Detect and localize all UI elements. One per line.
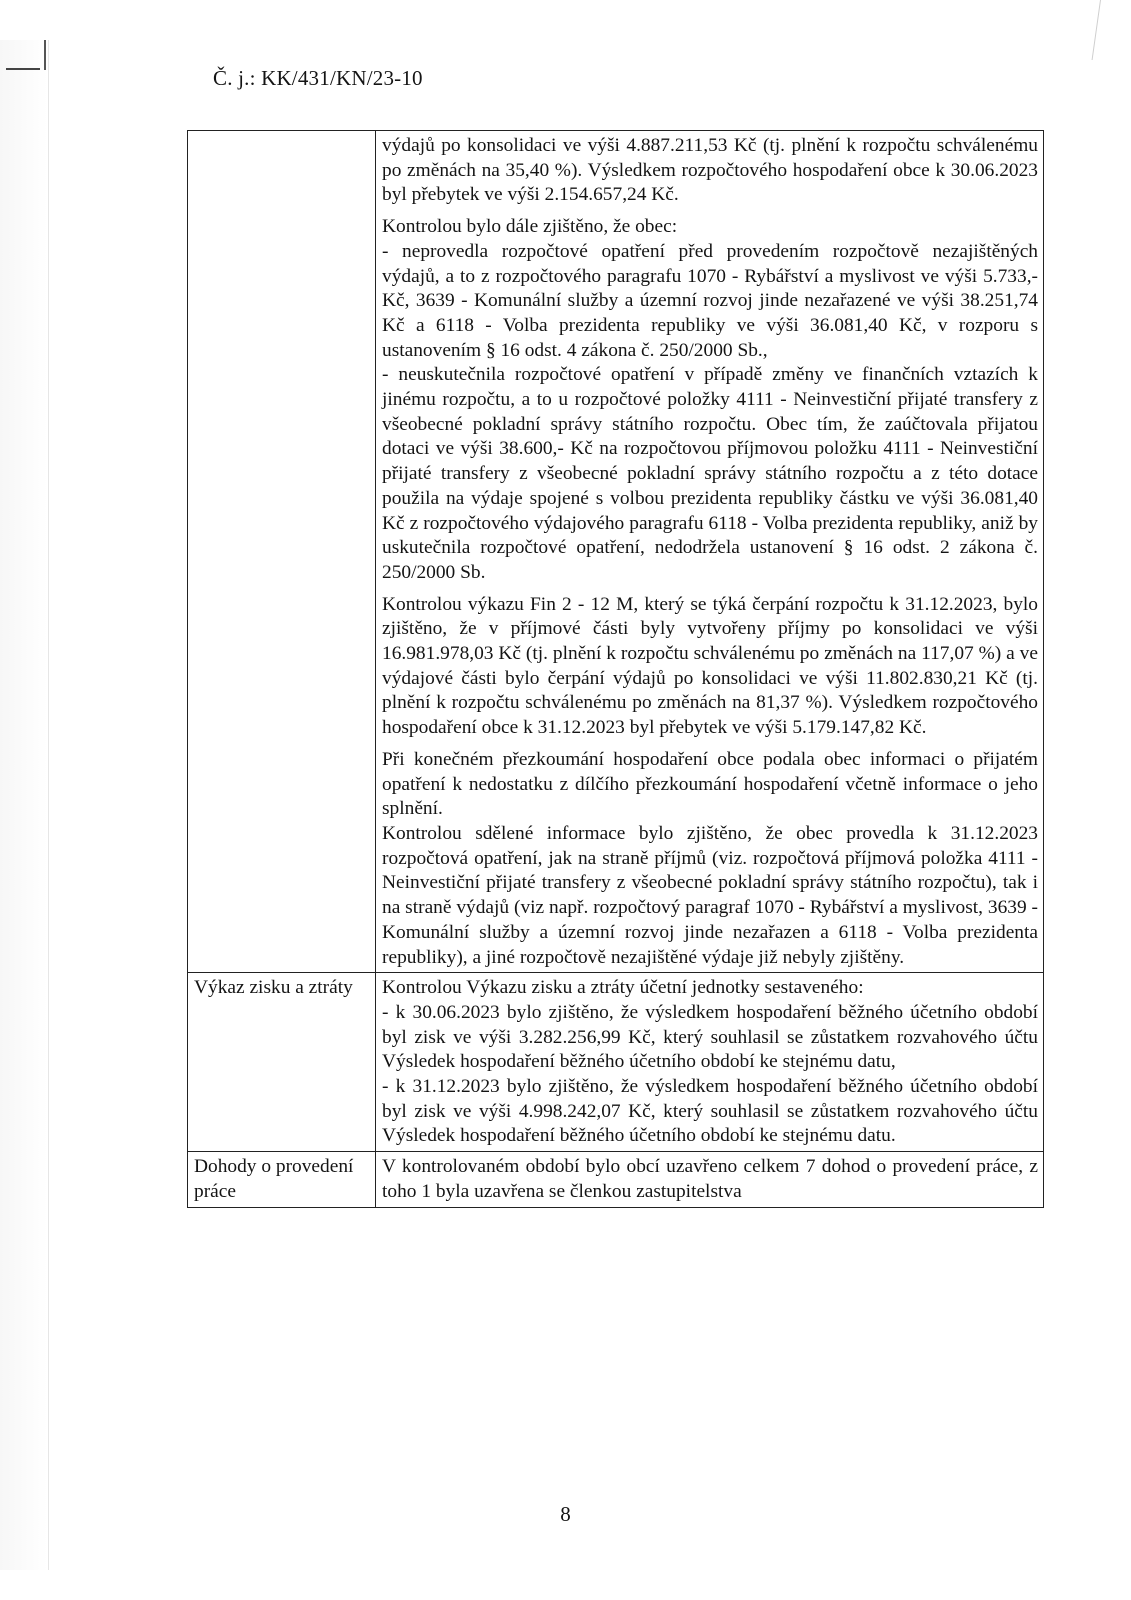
scan-corner-edge [1092, 0, 1131, 60]
row-label: Výkaz zisku a ztráty [188, 973, 376, 1152]
table-row [188, 973, 1044, 1152]
paragraph: Kontrolou Výkazu zisku a ztráty účetní jednotky sestaveného: [382, 977, 864, 999]
paragraph: Kontrolou bylo dále zjištěno, že obec: [382, 216, 678, 238]
paragraph: V kontrolovaném období bylo obcí uzavřeno celkem 7 dohod o provedení práce, z toho 1 byla uzavřena se členkou zastupitelstva [382, 1156, 1038, 1202]
row-content [376, 131, 1044, 973]
paragraph: Kontrolou sdělené informace bylo zjištěno, že obec provedla k 31.12.2023 rozpočtová opatření, jak na straně příjmů (viz. rozpočtová příjmová položka 4111 - Neinvestiční přijaté transfery z všeobecné pokladní správy státního rozpočtu), tak i na straně výdajů (viz např. rozpočtový paragraf 1070 - Rybářství a myslivost, 3639 - Komunální služby a územní rozvoj jinde nezařazen a 6118 - Volba prezidenta republiky), a jiné rozpočtově nezajištěné výdaje již nebyly zjištěny. [382, 822, 1038, 968]
findings-table [187, 130, 1044, 1208]
row-content [376, 1152, 1044, 1207]
paragraph: výdajů po konsolidaci ve výši 4.887.211,53 Kč (tj. plnění k rozpočtu schválenému po změnách na 35,40 %). Výsledkem rozpočtového hospodaření obce k 30.06.2023 byl přebytek ve výši 2.154.657,24 Kč. [382, 135, 1038, 206]
paragraph: - k 30.06.2023 bylo zjištěno, že výsledkem hospodaření běžného účetního období byl zisk ve výši 3.282.256,99 Kč, který souhlasil se zůstatkem rozvahového účtu Výsledek hospodaření běžného účetního období ke stejnému datu, [382, 1001, 1038, 1073]
row-label [188, 131, 376, 973]
paragraph: - k 31.12.2023 bylo zjištěno, že výsledkem hospodaření běžného účetního období byl zisk ve výši 4.998.242,07 Kč, který souhlasil se zůstatkem rozvahového účtu Výsledek hospodaření běžného účetního období ke stejnému datu. [382, 1076, 1038, 1147]
scan-mark [6, 68, 40, 70]
paragraph: Při konečném přezkoumání hospodaření obce podala obec informaci o přijatém opatření k nedostatku z dílčího přezkoumání hospodaření včetně informace o jeho splnění. [382, 748, 1038, 820]
page-number: 8 [560, 1502, 571, 1526]
table-row [188, 131, 1044, 973]
paragraph: Kontrolou výkazu Fin 2 - 12 M, který se týká čerpání rozpočtu k 31.12.2023, bylo zjištěno, že v příjmové části byly vytvořeny příjmy po konsolidaci ve výši 16.981.978,03 Kč (tj. plnění k rozpočtu schválenému po změnách na 117,07 %) a ve výdajové části bylo čerpání výdajů po konsolidaci ve výši 11.802.830,21 Kč (tj. plnění k rozpočtu schválenému po změnách na 81,37 %). Výsledkem rozpočtového hospodaření obce k 31.12.2023 byl přebytek ve výši 5.179.147,82 Kč. [382, 593, 1038, 739]
scan-left-edge [0, 40, 49, 1570]
row-label: Dohody o provedení práce [188, 1152, 376, 1207]
document-reference: Č. j.: KK/431/KN/23-10 [213, 66, 423, 90]
scan-mark-vertical [44, 40, 46, 70]
paragraph: - neprovedla rozpočtové opatření před provedením rozpočtově nezajištěných výdajů, a to z rozpočtového paragrafu 1070 - Rybářství a myslivost ve výši 5.733,- Kč, 3639 - Komunální služby a územní rozvoj jinde nezařazené ve výši 38.251,74 Kč a 6118 - Volba prezidenta republiky ve výši 36.081,40 Kč, v rozporu s ustanovením § 16 odst. 4 zákona č. 250/2000 Sb., [382, 240, 1038, 361]
row-content [376, 973, 1044, 1152]
table-row [188, 1152, 1044, 1207]
paragraph: - neuskutečnila rozpočtové opatření v případě změny ve finančních vztazích k jinému rozpočtu, a to u rozpočtové položky 4111 - Neinvestiční přijaté transfery z všeobecné pokladní správy státního rozpočtu. Obec tím, že zaúčtovala přijatou dotaci ve výši 38.600,- Kč na rozpočtovou příjmovou položku 4111 - Neinvestiční přijaté transfery z všeobecné pokladní správy státního rozpočtu a z této dotace použila na výdaje spojené s volbou prezidenta republiky částku ve výši 36.081,40 Kč z rozpočtového výdajového paragrafu 6118 - Volba prezidenta republiky, aniž by uskutečnila rozpočtové opatření, nedodržela ustanovení § 16 odst. 2 zákona č. 250/2000 Sb. [382, 364, 1038, 583]
